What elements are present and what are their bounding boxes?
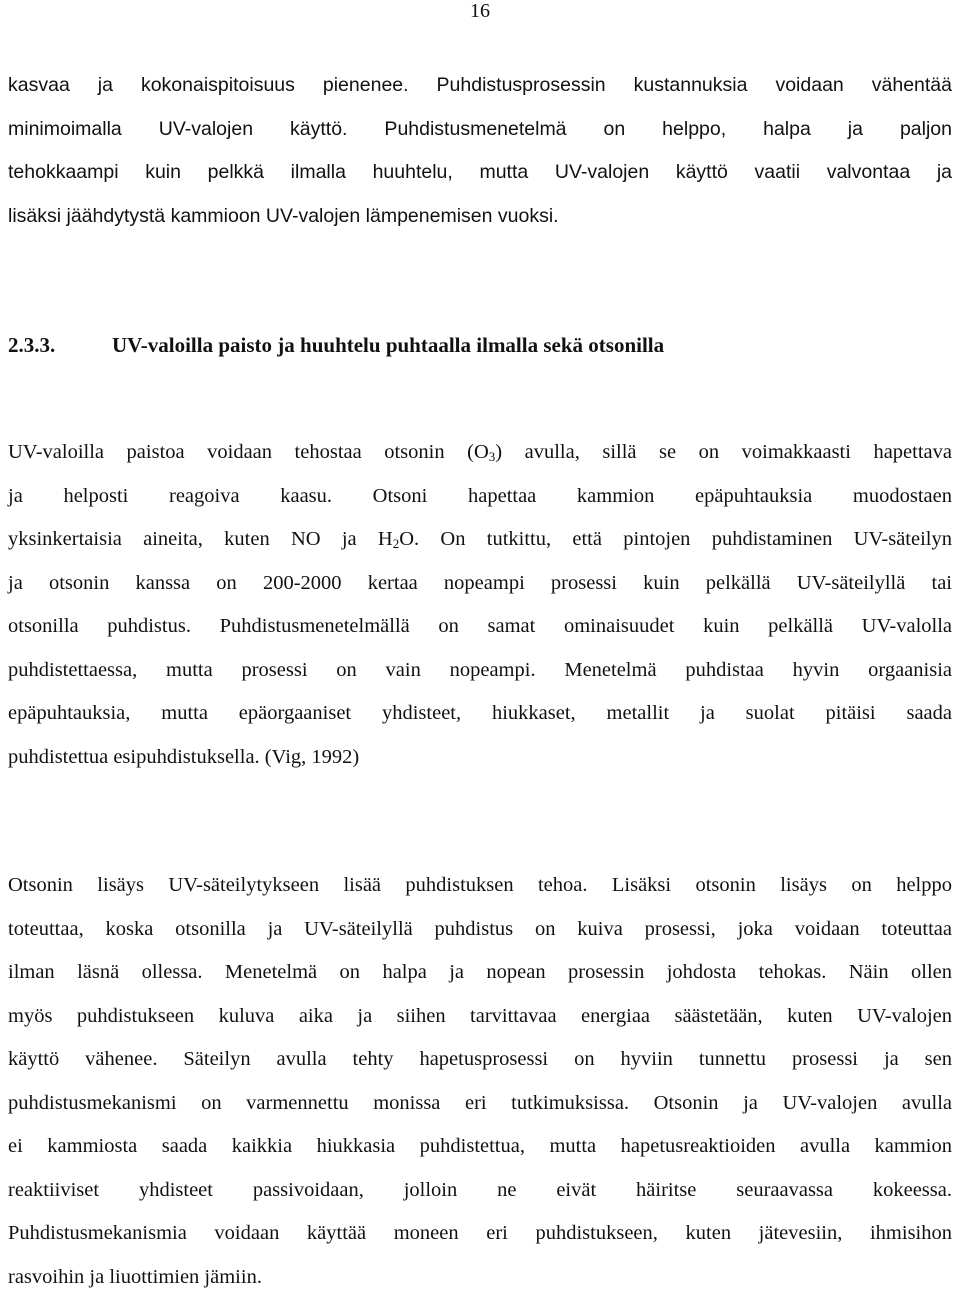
text-line: epäpuhtauksia, mutta epäorgaaniset yhdisteet, hiukkaset, metallit ja suolat pitäisi saada (8, 692, 952, 736)
text-fragment: yksinkertaisia aineita, kuten NO ja H (8, 528, 393, 550)
text-fragment: O. On tutkittu, että pintojen puhdistaminen UV-säteilyn (399, 528, 952, 550)
paragraph-ozone-benefits (8, 864, 952, 1299)
text-line: ja otsonin kanssa on 200-2000 kertaa nopeampi prosessi kuin pelkällä UV-säteilyllä tai (8, 562, 952, 606)
text-line (8, 431, 952, 475)
text-line: ja helposti reagoiva kaasu. Otsoni hapettaa kammion epäpuhtauksia muodostaen (8, 475, 952, 519)
text-line: puhdistusmekanismi on varmennettu monissa eri tutkimuksissa. Otsonin ja UV-valojen avulla (8, 1082, 952, 1126)
text-fragment: UV-valoilla paistoa voidaan tehostaa otsonin (O (8, 441, 489, 463)
text-line: reaktiiviset yhdisteet passivoidaan, jolloin ne eivät häiritse seuraavassa kokeessa. (8, 1169, 952, 1213)
page-number: 16 (0, 0, 960, 22)
text-line: puhdistettaessa, mutta prosessi on vain nopeampi. Menetelmä puhdistaa hyvin orgaanisia (8, 649, 952, 693)
text-line: minimoimalla UV-valojen käyttö. Puhdistusmenetelmä on helppo, halpa ja paljon (8, 108, 952, 152)
text-line: myös puhdistukseen kuluva aika ja siihen tarvittavaa energiaa säästetään, kuten UV-valojen (8, 995, 952, 1039)
text-line: käyttö vähenee. Säteilyn avulla tehty hapetusprosessi on hyviin tunnettu prosessi ja sen (8, 1038, 952, 1082)
paragraph-uv-cleaning-intro (8, 64, 952, 238)
text-line: ei kammiosta saada kaikkia hiukkasia puhdistettua, mutta hapetusreaktioiden avulla kammion (8, 1125, 952, 1169)
text-fragment: ) avulla, sillä se on voimakkaasti hapettava (495, 441, 952, 463)
text-line: Puhdistusmekanismia voidaan käyttää moneen eri puhdistukseen, kuten jätevesiin, ihmisihon (8, 1212, 952, 1256)
text-line: toteuttaa, koska otsonilla ja UV-säteilyllä puhdistus on kuiva prosessi, joka voidaan toteuttaa (8, 908, 952, 952)
text-line: Otsonin lisäys UV-säteilytykseen lisää puhdistuksen tehoa. Lisäksi otsonin lisäys on helppo (8, 864, 952, 908)
text-line: ilman läsnä ollessa. Menetelmä on halpa ja nopean prosessin johdosta tehokas. Näin ollen (8, 951, 952, 995)
section-heading (8, 327, 664, 363)
text-line: tehokkaampi kuin pelkkä ilmalla huuhtelu, mutta UV-valojen käyttö vaatii valvontaa ja (8, 151, 952, 195)
text-line: otsonilla puhdistus. Puhdistusmenetelmällä on samat ominaisuudet kuin pelkällä UV-valolla (8, 605, 952, 649)
paragraph-ozone-enhancement (8, 431, 952, 779)
text-line: rasvoihin ja liuottimien jämiin. (8, 1256, 952, 1299)
text-line: puhdistettua esipuhdistuksella. (Vig, 1992) (8, 736, 952, 780)
text-line (8, 518, 952, 562)
subscript-3: 3 (489, 449, 496, 464)
text-line: lisäksi jäähdytystä kammioon UV-valojen lämpenemisen vuoksi. (8, 195, 952, 239)
section-title: UV-valoilla paisto ja huuhtelu puhtaalla ilmalla sekä otsonilla (112, 333, 664, 357)
text-line: kasvaa ja kokonaispitoisuus pienenee. Puhdistusprosessin kustannuksia voidaan vähentää (8, 64, 952, 108)
section-number: 2.3.3. (8, 327, 112, 363)
subscript-2: 2 (393, 536, 400, 551)
